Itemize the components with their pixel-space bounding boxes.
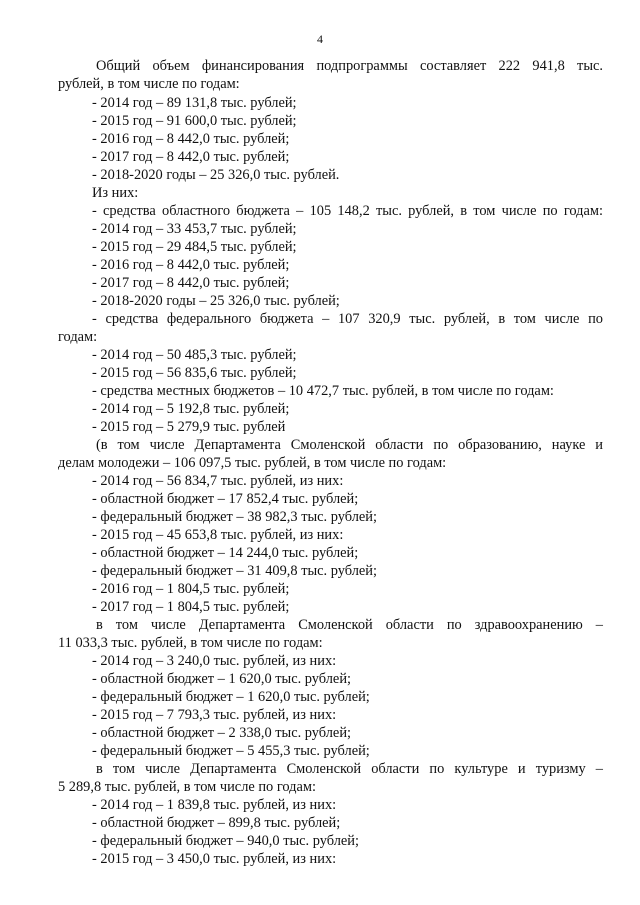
text-line: делам молодежи – 106 097,5 тыс. рублей, в том числе по годам: bbox=[58, 455, 447, 471]
text-line: - федеральный бюджет – 31 409,8 тыс. рублей; bbox=[92, 563, 377, 579]
text-line: - федеральный бюджет – 1 620,0 тыс. рублей; bbox=[92, 689, 370, 705]
text-line: - 2014 год – 89 131,8 тыс. рублей; bbox=[92, 95, 297, 111]
text-line: - 2016 год – 8 442,0 тыс. рублей; bbox=[92, 131, 290, 147]
text-line: - областной бюджет – 17 852,4 тыс. рублей; bbox=[92, 491, 359, 507]
text-line: - 2017 год – 8 442,0 тыс. рублей; bbox=[92, 149, 290, 165]
text-line: - 2018-2020 годы – 25 326,0 тыс. рублей. bbox=[92, 167, 340, 183]
text-line: - 2014 год – 1 839,8 тыс. рублей, из них: bbox=[92, 797, 337, 813]
text-line: - 2015 год – 3 450,0 тыс. рублей, из них: bbox=[92, 851, 337, 867]
text-line: - 2015 год – 29 484,5 тыс. рублей; bbox=[92, 239, 297, 255]
text-line: годам: bbox=[58, 329, 98, 345]
text-line: - 2014 год – 56 834,7 тыс. рублей, из них: bbox=[92, 473, 344, 489]
text-line: в том числе Департамента Смоленской области по здравоохранению – bbox=[96, 617, 603, 633]
text-line: - средства областного бюджета – 105 148,2 тыс. рублей, в том числе по годам: bbox=[92, 203, 603, 219]
text-line: - 2018-2020 годы – 25 326,0 тыс. рублей; bbox=[92, 293, 340, 309]
text-line: (в том числе Департамента Смоленской области по образованию, науке и bbox=[96, 437, 603, 453]
text-line: - федеральный бюджет – 38 982,3 тыс. рублей; bbox=[92, 509, 377, 525]
text-line: - 2015 год – 7 793,3 тыс. рублей, из них: bbox=[92, 707, 337, 723]
text-line: - средства федерального бюджета – 107 320,9 тыс. рублей, в том числе по bbox=[92, 311, 603, 327]
text-line: в том числе Департамента Смоленской области по культуре и туризму – bbox=[96, 761, 603, 777]
text-line: - федеральный бюджет – 5 455,3 тыс. рублей; bbox=[92, 743, 370, 759]
text-line: Общий объем финансирования подпрограммы составляет 222 941,8 тыс. bbox=[96, 58, 603, 74]
text-line: - 2015 год – 91 600,0 тыс. рублей; bbox=[92, 113, 297, 129]
text-line: - 2014 год – 50 485,3 тыс. рублей; bbox=[92, 347, 297, 363]
text-line: - областной бюджет – 14 244,0 тыс. рублей; bbox=[92, 545, 359, 561]
text-line: - областной бюджет – 2 338,0 тыс. рублей; bbox=[92, 725, 352, 741]
text-line: - 2015 год – 56 835,6 тыс. рублей; bbox=[92, 365, 297, 381]
text-line: - средства местных бюджетов – 10 472,7 тыс. рублей, в том числе по годам: bbox=[92, 383, 554, 399]
text-line: - 2016 год – 1 804,5 тыс. рублей; bbox=[92, 581, 290, 597]
text-line: - 2017 год – 1 804,5 тыс. рублей; bbox=[92, 599, 290, 615]
text-line: - 2014 год – 3 240,0 тыс. рублей, из них: bbox=[92, 653, 337, 669]
text-line: рублей, в том числе по годам: bbox=[58, 76, 240, 92]
text-line: - 2014 год – 33 453,7 тыс. рублей; bbox=[92, 221, 297, 237]
text-line: 5 289,8 тыс. рублей, в том числе по годам: bbox=[58, 779, 316, 795]
text-line: - областной бюджет – 1 620,0 тыс. рублей; bbox=[92, 671, 352, 687]
text-line: - 2016 год – 8 442,0 тыс. рублей; bbox=[92, 257, 290, 273]
text-line: - областной бюджет – 899,8 тыс. рублей; bbox=[92, 815, 341, 831]
text-line: - федеральный бюджет – 940,0 тыс. рублей; bbox=[92, 833, 359, 849]
page-number: 4 bbox=[317, 32, 323, 46]
text-line: - 2014 год – 5 192,8 тыс. рублей; bbox=[92, 401, 290, 417]
text-line: 11 033,3 тыс. рублей, в том числе по годам: bbox=[58, 635, 323, 651]
text-line: - 2015 год – 45 653,8 тыс. рублей, из них: bbox=[92, 527, 344, 543]
text-line: Из них: bbox=[92, 185, 139, 201]
text-line: - 2015 год – 5 279,9 тыс. рублей bbox=[92, 419, 286, 435]
text-line: - 2017 год – 8 442,0 тыс. рублей; bbox=[92, 275, 290, 291]
